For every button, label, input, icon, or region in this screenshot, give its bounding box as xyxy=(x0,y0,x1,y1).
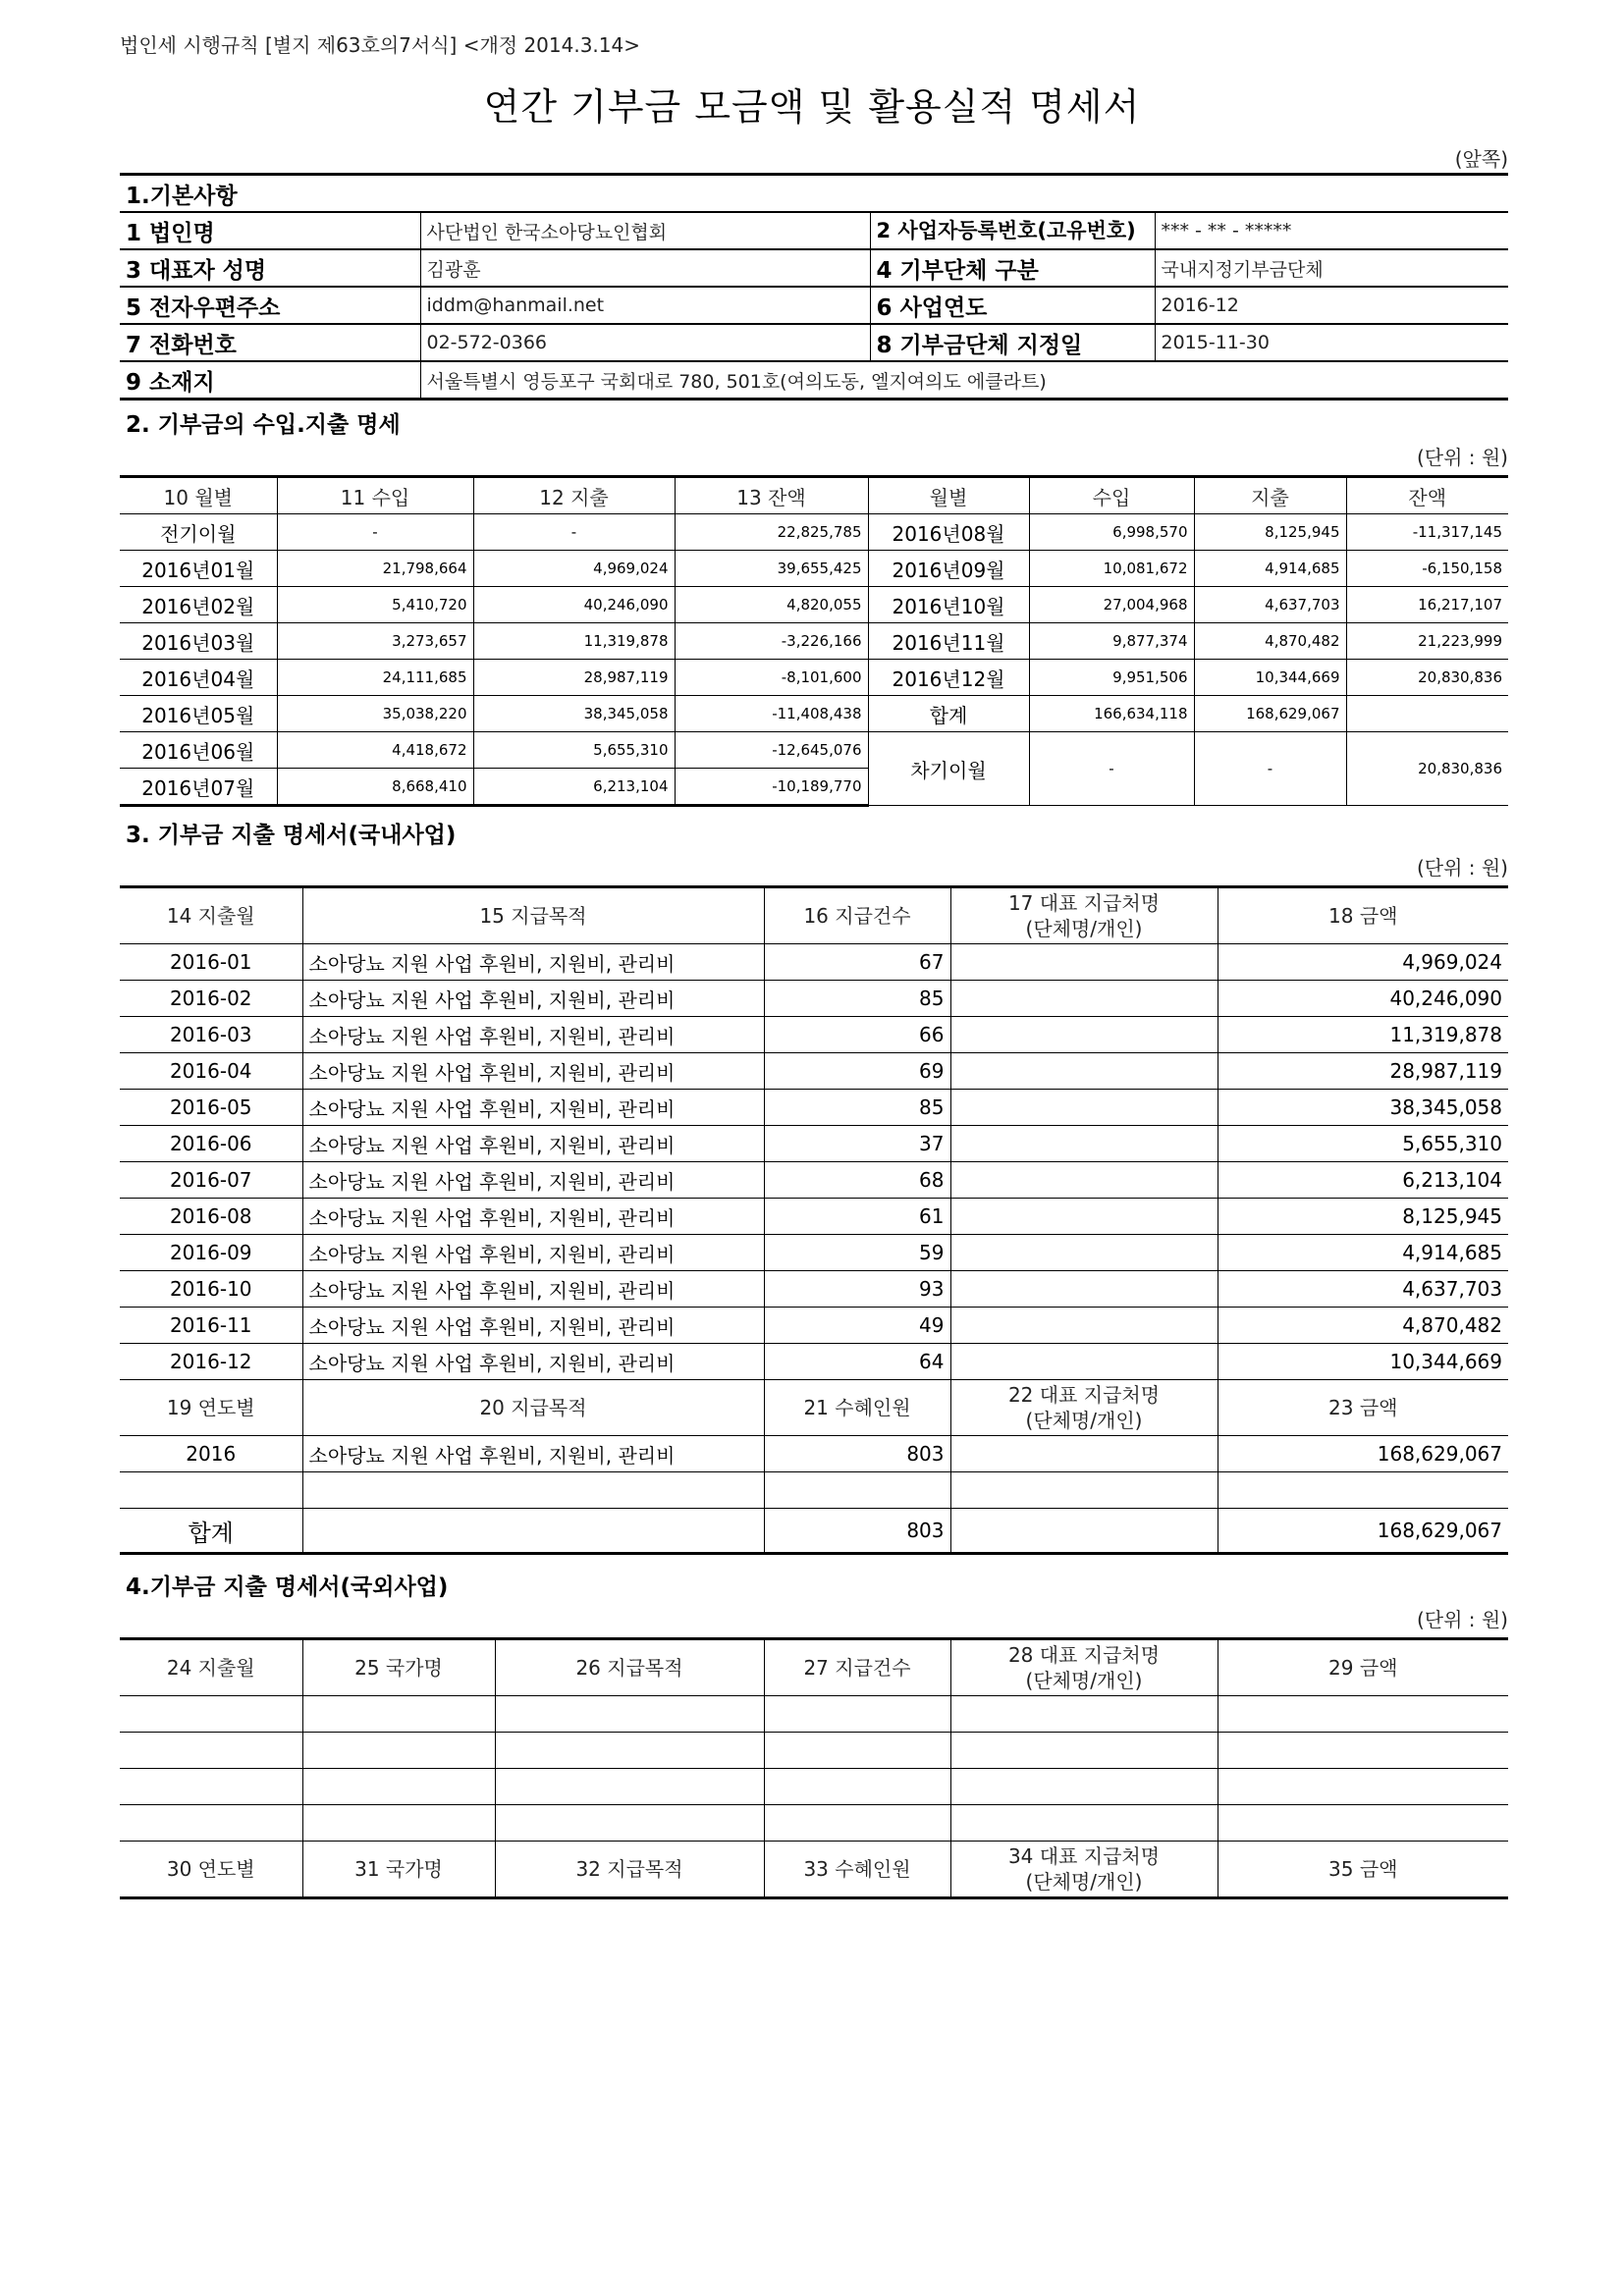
count: 61 xyxy=(764,1199,950,1235)
expense: 4,914,685 xyxy=(1194,551,1346,587)
table-row xyxy=(120,1733,1508,1769)
month: 2016-04 xyxy=(120,1053,302,1090)
purpose: 소아당뇨 지원 사업 후원비, 지원비, 관리비 xyxy=(302,981,764,1017)
purpose: 소아당뇨 지원 사업 후원비, 지원비, 관리비 xyxy=(302,1271,764,1308)
total-recipient xyxy=(950,1509,1218,1554)
domestic-expense-table xyxy=(120,885,1508,1555)
purpose: 소아당뇨 지원 사업 후원비, 지원비, 관리비 xyxy=(302,1017,764,1053)
income: 9,877,374 xyxy=(1029,623,1194,660)
month: 2016년10월 xyxy=(868,587,1029,623)
recipient xyxy=(950,1199,1218,1235)
table-row xyxy=(120,1769,1508,1805)
balance: 39,655,425 xyxy=(675,551,868,587)
carry-balance: 20,830,836 xyxy=(1346,732,1508,806)
month: 2016-03 xyxy=(120,1017,302,1053)
header-month-2: 월별 xyxy=(868,477,1029,514)
beneficiaries: 803 xyxy=(764,1436,950,1472)
purpose: 소아당뇨 지원 사업 후원비, 지원비, 관리비 xyxy=(302,1235,764,1271)
header-beneficiaries: 21 수혜인원 xyxy=(764,1380,950,1436)
recipient xyxy=(950,1126,1218,1162)
expense: 28,987,119 xyxy=(473,660,675,696)
income: 10,081,672 xyxy=(1029,551,1194,587)
balance: 21,223,999 xyxy=(1346,623,1508,660)
header-purpose-2: 32 지급목적 xyxy=(495,1842,764,1898)
balance: 16,217,107 xyxy=(1346,587,1508,623)
page-side: (앞쪽) xyxy=(1454,147,1508,171)
total-count: 803 xyxy=(764,1509,950,1554)
table-row xyxy=(120,551,1508,587)
table-row xyxy=(120,587,1508,623)
month: 2016년07월 xyxy=(120,769,277,806)
overseas-unit: (단위 : 원) xyxy=(1416,1608,1508,1631)
expense: 11,319,878 xyxy=(473,623,675,660)
value-address: 서울특별시 영등포구 국회대로 780, 501호(여의도동, 엘지여의도 에클라트) xyxy=(420,361,1508,400)
carry-expense: - xyxy=(1194,732,1346,806)
month: 2016년08월 xyxy=(868,514,1029,551)
balance: 4,820,055 xyxy=(675,587,868,623)
month: 2016년09월 xyxy=(868,551,1029,587)
value-phone: 02-572-0366 xyxy=(420,324,870,361)
overseas-expense-table xyxy=(120,1637,1508,1899)
purpose: 소아당뇨 지원 사업 후원비, 지원비, 관리비 xyxy=(302,1308,764,1344)
header-balance: 13 잔액 xyxy=(675,477,868,514)
table-row xyxy=(120,1199,1508,1235)
month: 2016년01월 xyxy=(120,551,277,587)
month: 2016-05 xyxy=(120,1090,302,1126)
table-row xyxy=(120,944,1508,981)
recipient xyxy=(950,944,1218,981)
recipient xyxy=(950,1472,1218,1509)
table-row xyxy=(120,696,1508,732)
value-biz-no: *** - ** - ***** xyxy=(1155,212,1508,249)
total-label: 합계 xyxy=(868,696,1029,732)
income: 6,998,570 xyxy=(1029,514,1194,551)
recipient xyxy=(950,1344,1218,1380)
expense: - xyxy=(473,514,675,551)
beneficiaries xyxy=(764,1472,950,1509)
amount xyxy=(1218,1472,1508,1509)
section-income-title: 2. 기부금의 수입.지출 명세 xyxy=(126,412,401,438)
header-year: 19 연도별 xyxy=(120,1380,302,1436)
month: 2016-12 xyxy=(120,1344,302,1380)
amount: 4,969,024 xyxy=(1218,944,1508,981)
income: 9,951,506 xyxy=(1029,660,1194,696)
expense: 6,213,104 xyxy=(473,769,675,806)
expense: 4,969,024 xyxy=(473,551,675,587)
balance: -6,150,158 xyxy=(1346,551,1508,587)
income: - xyxy=(277,514,473,551)
table-row xyxy=(120,660,1508,696)
header-recipient: 28 대표 지급처명 (단체명/개인) xyxy=(950,1639,1218,1696)
table-row xyxy=(120,1472,1508,1509)
total-label: 합계 xyxy=(120,1509,302,1554)
amount: 38,345,058 xyxy=(1218,1090,1508,1126)
year xyxy=(120,1472,302,1509)
month: 2016년11월 xyxy=(868,623,1029,660)
month: 2016년06월 xyxy=(120,732,277,769)
total-amount: 168,629,067 xyxy=(1218,1509,1508,1554)
income: 35,038,220 xyxy=(277,696,473,732)
purpose: 소아당뇨 지원 사업 후원비, 지원비, 관리비 xyxy=(302,944,764,981)
count: 37 xyxy=(764,1126,950,1162)
balance: -10,189,770 xyxy=(675,769,868,806)
month: 2016년12월 xyxy=(868,660,1029,696)
expense: 8,125,945 xyxy=(1194,514,1346,551)
table-row xyxy=(120,1271,1508,1308)
purpose: 소아당뇨 지원 사업 후원비, 지원비, 관리비 xyxy=(302,1053,764,1090)
label-fiscal-year: 6 사업연도 xyxy=(870,287,1155,324)
value-corp-name: 사단법인 한국소아당뇨인협회 xyxy=(420,212,870,249)
expense: 4,870,482 xyxy=(1194,623,1346,660)
carry-label: 차기이월 xyxy=(868,732,1029,806)
domestic-unit: (단위 : 원) xyxy=(1416,856,1508,880)
count: 68 xyxy=(764,1162,950,1199)
header-balance-2: 잔액 xyxy=(1346,477,1508,514)
amount: 4,914,685 xyxy=(1218,1235,1508,1271)
balance: 20,830,836 xyxy=(1346,660,1508,696)
income-expense-table xyxy=(120,475,1508,807)
purpose: 소아당뇨 지원 사업 후원비, 지원비, 관리비 xyxy=(302,1126,764,1162)
month: 2016-08 xyxy=(120,1199,302,1235)
expense: 5,655,310 xyxy=(473,732,675,769)
balance: -3,226,166 xyxy=(675,623,868,660)
header-purpose: 15 지급목적 xyxy=(302,887,764,944)
header-month: 14 지출월 xyxy=(120,887,302,944)
amount: 28,987,119 xyxy=(1218,1053,1508,1090)
header-year: 30 연도별 xyxy=(120,1842,302,1898)
label-designation-date: 8 기부금단체 지정일 xyxy=(870,324,1155,361)
table-row xyxy=(120,732,1508,769)
expense: 40,246,090 xyxy=(473,587,675,623)
header-month: 10 월별 xyxy=(120,477,277,514)
table-row xyxy=(120,981,1508,1017)
recipient xyxy=(950,1271,1218,1308)
income: 5,410,720 xyxy=(277,587,473,623)
count: 93 xyxy=(764,1271,950,1308)
month: 2016-07 xyxy=(120,1162,302,1199)
purpose: 소아당뇨 지원 사업 후원비, 지원비, 관리비 xyxy=(302,1344,764,1380)
header-recipient: 17 대표 지급처명 (단체명/개인) xyxy=(950,887,1218,944)
header-expense: 12 지출 xyxy=(473,477,675,514)
expense: 10,344,669 xyxy=(1194,660,1346,696)
carry-income: - xyxy=(1029,732,1194,806)
header-count: 27 지급건수 xyxy=(764,1639,950,1696)
value-email: iddm@hanmail.net xyxy=(420,287,870,324)
label-corp-name: 1 법인명 xyxy=(120,212,420,249)
expense: 38,345,058 xyxy=(473,696,675,732)
label-org-type: 4 기부단체 구분 xyxy=(870,249,1155,287)
recipient xyxy=(950,1235,1218,1271)
basic-info-table xyxy=(120,173,1508,400)
amount: 40,246,090 xyxy=(1218,981,1508,1017)
count: 66 xyxy=(764,1017,950,1053)
label-address: 9 소재지 xyxy=(120,361,420,400)
amount: 5,655,310 xyxy=(1218,1126,1508,1162)
recipient xyxy=(950,1017,1218,1053)
header-amount: 29 금액 xyxy=(1218,1639,1508,1696)
label-phone: 7 전화번호 xyxy=(120,324,420,361)
recipient xyxy=(950,1308,1218,1344)
total-row xyxy=(120,1509,1508,1554)
table-row xyxy=(120,1696,1508,1733)
header-amount: 18 금액 xyxy=(1218,887,1508,944)
header-recipient-2: 22 대표 지급처명 (단체명/개인) xyxy=(950,1380,1218,1436)
value-org-type: 국내지정기부금단체 xyxy=(1155,249,1508,287)
amount: 10,344,669 xyxy=(1218,1344,1508,1380)
table-row xyxy=(120,514,1508,551)
month: 2016년05월 xyxy=(120,696,277,732)
header-count: 16 지급건수 xyxy=(764,887,950,944)
month: 2016-01 xyxy=(120,944,302,981)
purpose: 소아당뇨 지원 사업 후원비, 지원비, 관리비 xyxy=(302,1090,764,1126)
amount: 4,637,703 xyxy=(1218,1271,1508,1308)
page-title: 연간 기부금 모금액 및 활용실적 명세서 xyxy=(483,85,1141,129)
header-country-2: 31 국가명 xyxy=(302,1842,495,1898)
header-purpose: 26 지급목적 xyxy=(495,1639,764,1696)
header-amount-2: 23 금액 xyxy=(1218,1380,1508,1436)
recipient xyxy=(950,1090,1218,1126)
section-domestic-title: 3. 기부금 지출 명세서(국내사업) xyxy=(126,823,457,848)
amount: 4,870,482 xyxy=(1218,1308,1508,1344)
count: 64 xyxy=(764,1344,950,1380)
header-month: 24 지출월 xyxy=(120,1639,302,1696)
balance-total xyxy=(1346,696,1508,732)
count: 59 xyxy=(764,1235,950,1271)
income: 4,418,672 xyxy=(277,732,473,769)
label-email: 5 전자우편주소 xyxy=(120,287,420,324)
table-row xyxy=(120,1017,1508,1053)
header-income: 11 수입 xyxy=(277,477,473,514)
income: 8,668,410 xyxy=(277,769,473,806)
value-fiscal-year: 2016-12 xyxy=(1155,287,1508,324)
header-recipient-2: 34 대표 지급처명 (단체명/개인) xyxy=(950,1842,1218,1898)
table-row xyxy=(120,1053,1508,1090)
header-purpose-2: 20 지급목적 xyxy=(302,1380,764,1436)
table-row xyxy=(120,1090,1508,1126)
month: 2016년03월 xyxy=(120,623,277,660)
month: 2016-09 xyxy=(120,1235,302,1271)
amount: 6,213,104 xyxy=(1218,1162,1508,1199)
table-row xyxy=(120,1126,1508,1162)
month: 2016년04월 xyxy=(120,660,277,696)
income: 24,111,685 xyxy=(277,660,473,696)
header-country: 25 국가명 xyxy=(302,1639,495,1696)
year: 2016 xyxy=(120,1436,302,1472)
income-unit: (단위 : 원) xyxy=(1416,446,1508,469)
recipient xyxy=(950,1162,1218,1199)
table-row xyxy=(120,1308,1508,1344)
count: 85 xyxy=(764,981,950,1017)
purpose: 소아당뇨 지원 사업 후원비, 지원비, 관리비 xyxy=(302,1199,764,1235)
table-row xyxy=(120,1162,1508,1199)
count: 69 xyxy=(764,1053,950,1090)
table-row xyxy=(120,623,1508,660)
month: 2016년02월 xyxy=(120,587,277,623)
label-rep-name: 3 대표자 성명 xyxy=(120,249,420,287)
value-designation-date: 2015-11-30 xyxy=(1155,324,1508,361)
count: 85 xyxy=(764,1090,950,1126)
amount: 11,319,878 xyxy=(1218,1017,1508,1053)
month: 2016-11 xyxy=(120,1308,302,1344)
month: 2016-02 xyxy=(120,981,302,1017)
income: 21,798,664 xyxy=(277,551,473,587)
month: 2016-10 xyxy=(120,1271,302,1308)
header-amount-2: 35 금액 xyxy=(1218,1842,1508,1898)
purpose: 소아당뇨 지원 사업 후원비, 지원비, 관리비 xyxy=(302,1162,764,1199)
month: 전기이월 xyxy=(120,514,277,551)
income-total: 166,634,118 xyxy=(1029,696,1194,732)
total-purpose xyxy=(302,1509,764,1554)
amount: 168,629,067 xyxy=(1218,1436,1508,1472)
month: 2016-06 xyxy=(120,1126,302,1162)
income: 27,004,968 xyxy=(1029,587,1194,623)
purpose xyxy=(302,1472,764,1509)
header-expense-2: 지출 xyxy=(1194,477,1346,514)
section-basic-title: 1.기본사항 xyxy=(126,184,238,209)
balance: 22,825,785 xyxy=(675,514,868,551)
value-rep-name: 김광훈 xyxy=(420,249,870,287)
table-row xyxy=(120,1235,1508,1271)
balance: -11,408,438 xyxy=(675,696,868,732)
balance: -11,317,145 xyxy=(1346,514,1508,551)
expense-total: 168,629,067 xyxy=(1194,696,1346,732)
table-row xyxy=(120,1805,1508,1842)
label-biz-no: 2 사업자등록번호(고유번호) xyxy=(870,212,1155,249)
purpose: 소아당뇨 지원 사업 후원비, 지원비, 관리비 xyxy=(302,1436,764,1472)
balance: -12,645,076 xyxy=(675,732,868,769)
table-row xyxy=(120,1344,1508,1380)
law-reference: 법인세 시행규칙 [별지 제63호의7서식] <개정 2014.3.14> xyxy=(120,33,640,57)
recipient xyxy=(950,1436,1218,1472)
header-beneficiaries: 33 수혜인원 xyxy=(764,1842,950,1898)
income: 3,273,657 xyxy=(277,623,473,660)
section-overseas-title: 4.기부금 지출 명세서(국외사업) xyxy=(126,1575,449,1600)
recipient xyxy=(950,981,1218,1017)
amount: 8,125,945 xyxy=(1218,1199,1508,1235)
table-row xyxy=(120,1436,1508,1472)
count: 67 xyxy=(764,944,950,981)
expense: 4,637,703 xyxy=(1194,587,1346,623)
balance: -8,101,600 xyxy=(675,660,868,696)
recipient xyxy=(950,1053,1218,1090)
header-income-2: 수입 xyxy=(1029,477,1194,514)
count: 49 xyxy=(764,1308,950,1344)
